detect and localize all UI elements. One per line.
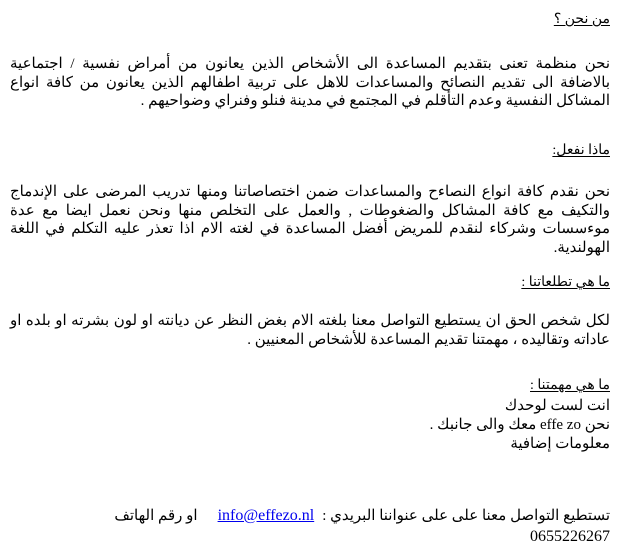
email-lead-text: تستطيع التواصل معنا على على عنواننا البريدي : xyxy=(322,508,610,524)
aspirations-heading: ما هي تطلعاتنا : xyxy=(521,275,610,290)
mission-line-alone: انت لست لوحدك xyxy=(504,398,610,414)
phone-number: 0655226267 xyxy=(530,528,610,545)
mission-line-with-you xyxy=(430,416,610,434)
what-heading: ماذا نفعل: xyxy=(552,143,610,158)
aspirations-paragraph: لكل شخص الحق ان يستطيع التواصل معنا بلغته الام بغض النظر عن ديانته او لون بشرته او بلده او عاداته وتقاليده ، مهمتنا تقديم المساعدة للأشخاص المعنيين . xyxy=(10,313,610,348)
who-paragraph: نحن منظمة تعنى بتقديم المساعدة الى الأشخاص الذين يعانون من أمراض نفسية / اجتماعية بالاضافة الى تقديم النصائح والمساعدات للاهل على تربية اطفالهم الذين يعانون من كافة انواع المشاكل النفسية وعدم التأقلم في المجتمع في مدينة فنلو وفنراي وضواحيهم . xyxy=(10,56,610,109)
who-heading: من نحن ؟ xyxy=(553,12,610,27)
phone-lead-text: او رقم الهاتف xyxy=(114,508,198,524)
what-paragraph: نحن نقدم كافة انواع النصاءح والمساعدات ضمن اختصاصاتنا ومنها تدريب المرضى على الإندماج والتكيف مع كافة المشاكل والضغوطات , والعمل على التخلص منها ونحن نعمل ايضا مع عدة موءسسات وشركاء لنقدم للمريض أفضل المساعدة في لغته الام اذا تعذر عليه التكلم في اللغة الهولندية. xyxy=(10,184,610,256)
mission-line-prefix: نحن xyxy=(584,417,610,433)
more-info-line: معلومات إضافية xyxy=(510,436,610,452)
contact-line xyxy=(114,507,610,525)
mission-line-suffix: معك والى جانبك . xyxy=(429,417,537,433)
brand-name: effe zo xyxy=(540,417,581,433)
mission-heading: ما هي مهمتنا : xyxy=(530,378,610,393)
email-link[interactable]: info@effezo.nl xyxy=(217,507,315,524)
